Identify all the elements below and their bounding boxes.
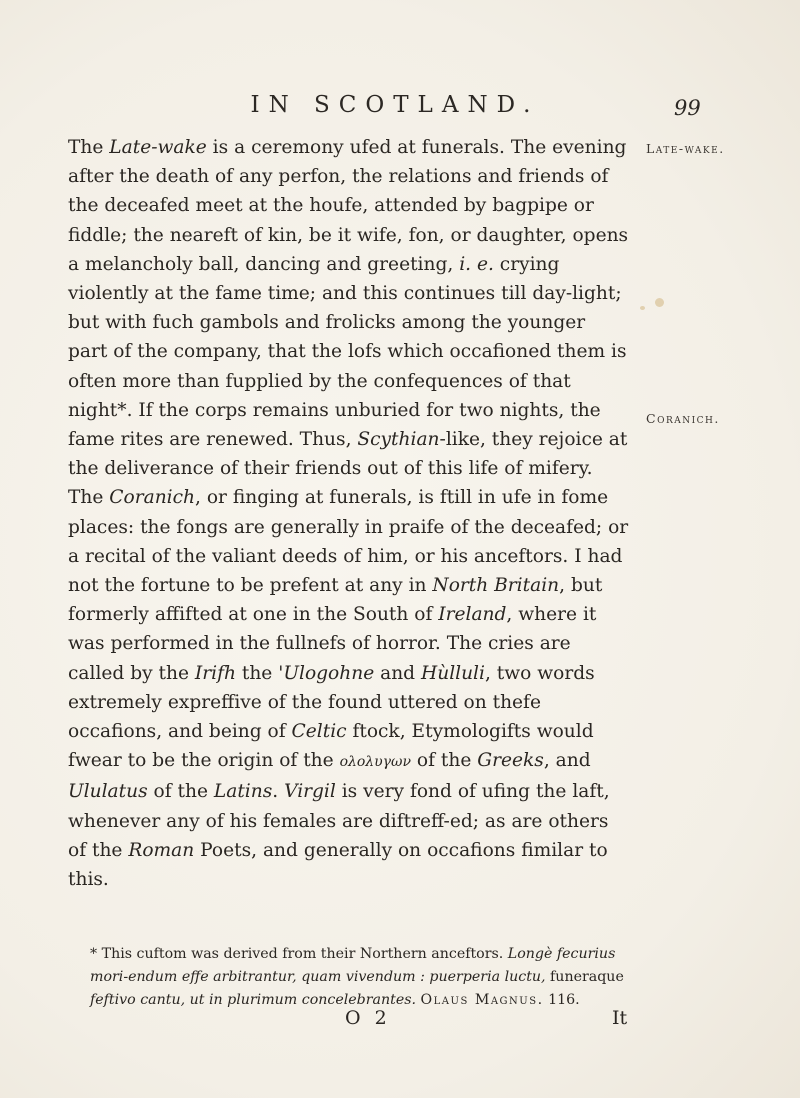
term-latins: Latins	[213, 781, 273, 803]
place-ireland: Ireland	[438, 604, 507, 626]
term-irish: Irifh	[194, 662, 236, 684]
abbrev-ie: i. e.	[459, 253, 494, 275]
text-run: and	[374, 662, 421, 684]
footnote-author: Olaus Magnus.	[420, 992, 544, 1008]
name-virgil: Virgil	[284, 781, 336, 803]
text-run: funeraque	[545, 969, 624, 985]
text-run: is very fond of ufing the laft, whenever any of his females are diftreff-ed; as are others of the	[68, 781, 610, 861]
text-run: , where it was performed in the fullnefs of horror. The cries are called by the	[68, 604, 597, 684]
text-run: 116.	[543, 992, 580, 1008]
text-run: .	[272, 781, 285, 803]
text-run: , or finging at funerals, is ftill in ufe in fome places: the fongs are generally in praife of the deceafed; or a recital of the valiant deeds of him, or his anceftors. I had not the fortune to be prefent at any in	[68, 487, 629, 597]
margin-note-coranich: Coranich.	[646, 411, 720, 426]
text-run: The	[68, 487, 110, 509]
catchword: It	[612, 1007, 628, 1029]
page-number: 99	[674, 96, 701, 120]
running-title: IN SCOTLAND.	[250, 92, 540, 118]
running-head	[0, 92, 800, 132]
footnote-reference: *.	[117, 399, 133, 421]
term-roman: Roman	[128, 839, 195, 861]
text-run: This cuftom was derived from their Northern anceftors.	[101, 946, 508, 962]
term-celtic: Celtic	[291, 721, 347, 743]
term-greeks: Greeks	[477, 750, 544, 772]
text-run: If the corps remains unburied for two nights, the fame rites are renewed. Thus,	[68, 399, 601, 451]
greek-word: ολολυγων	[339, 754, 411, 771]
term-hulluli: Hùlluli	[421, 662, 485, 684]
main-text	[68, 133, 630, 894]
term-ululatus: Ululatus	[68, 781, 148, 803]
text-run: of the	[410, 750, 478, 772]
text-run: is a ceremony ufed at funerals. The evening after the death of any perfon, the relations and friends of the deceafed meet at the houfe, attended by bagpipe or fiddle; the neareft of kin, be it wife, fon, or daughter, opens a melancholy ball, dancing and greeting,	[68, 137, 629, 275]
text-run: The	[68, 137, 110, 158]
place-north-britain: North Britain	[432, 575, 560, 597]
term-scythian: Scythian	[357, 429, 440, 451]
paper-fleck	[655, 298, 664, 307]
text-run: of the	[147, 781, 214, 803]
text-run: -like, they rejoice at the deliverance of their friends out of this life of mifery.	[68, 429, 628, 480]
footnote	[90, 943, 642, 1012]
paragraph-late-wake	[68, 133, 630, 483]
paper-fleck	[640, 306, 645, 310]
text-run: , but formerly affifted at one in the South of	[68, 575, 603, 626]
latin-quote-2: feftivo cantu, ut in plurimum concelebrantes.	[90, 992, 417, 1008]
text-run: the	[235, 662, 279, 684]
text-run: , and	[543, 750, 591, 772]
term-coranich: Coranich	[109, 487, 196, 509]
text-run: crying violently at the fame time; and this continues till day-light; but with fuch gambols and frolicks among the younger part of the company, that the lofs which occafioned them is often more than fupplied by the confequences of that night	[68, 253, 627, 421]
term-ulogohne: 'Ulogohne	[278, 662, 375, 684]
footnote-mark: *	[90, 946, 102, 962]
margin-note-late-wake: Late-wake.	[646, 141, 725, 156]
text-run: Poets, and generally on occafions fimilar to this.	[68, 839, 608, 891]
paragraph-coranich	[68, 483, 630, 894]
signature-mark: O 2	[345, 1007, 391, 1029]
text-run: ftock, Etymologifts would fwear to be the origin of the	[68, 721, 594, 772]
latin-quote-1: Longè fecurius mori-endum effe arbitrantur, quam vivendum : puerperia luctu,	[90, 946, 616, 985]
term-late-wake: Late-wake	[109, 137, 207, 158]
text-run: , two words extremely expreffive of the found uttered on thefe occafions, and being of	[68, 662, 595, 743]
